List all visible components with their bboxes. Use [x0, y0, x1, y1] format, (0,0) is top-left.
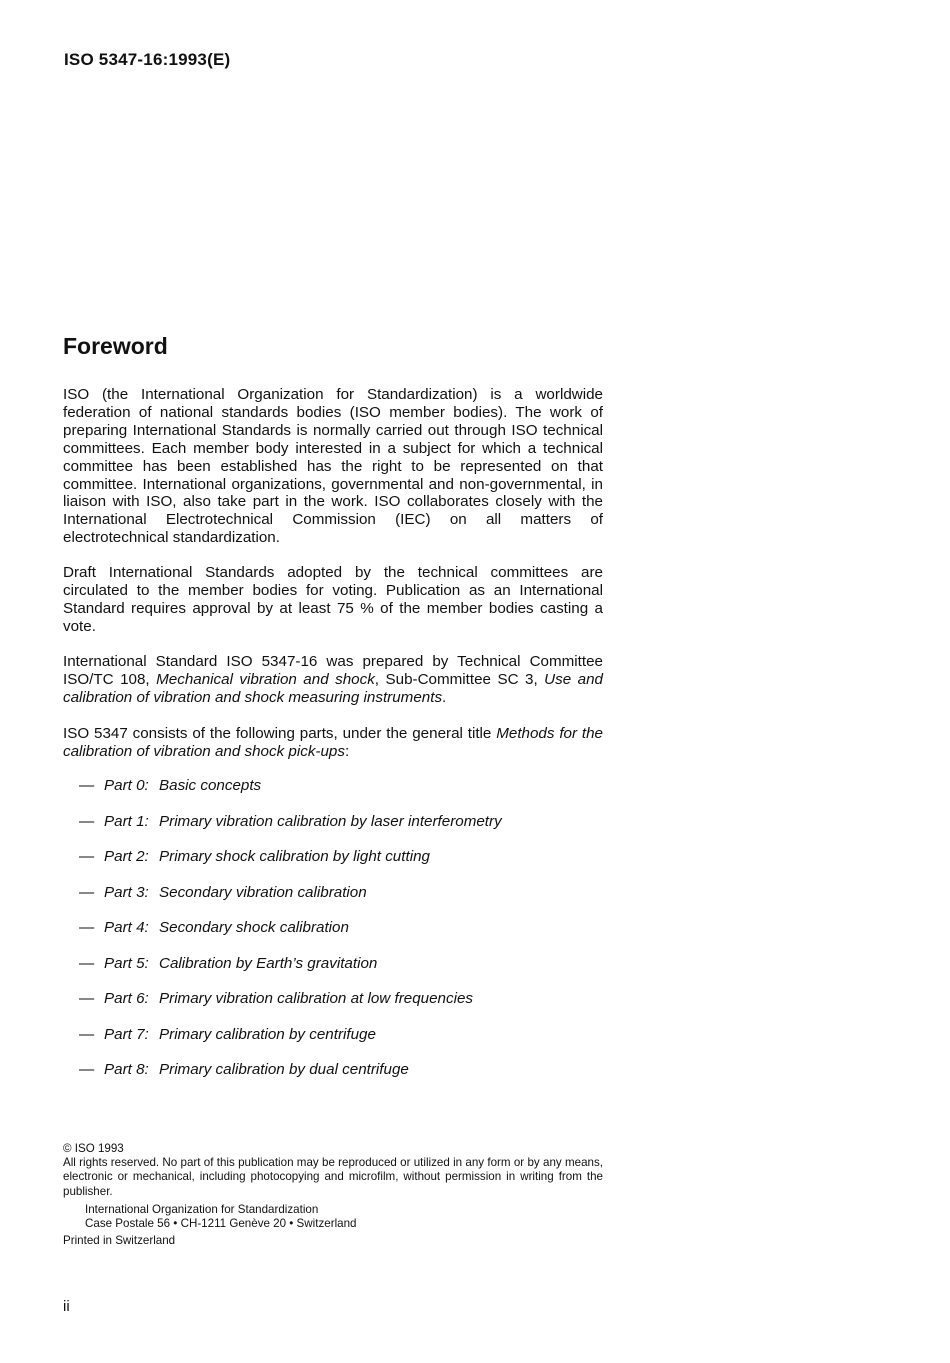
subcommittee-title: Use and calibration of vibration and shock measuring instruments	[63, 670, 603, 706]
list-item	[79, 848, 502, 884]
part-title: Primary calibration by centrifuge	[159, 1025, 376, 1043]
list-item	[79, 813, 502, 849]
list-item	[79, 1026, 502, 1062]
list-dash: —	[79, 919, 95, 936]
part-number: Part 6:	[104, 990, 149, 1007]
part-title: Calibration by Earth’s gravitation	[159, 954, 378, 972]
part-number: Part 5:	[104, 954, 149, 972]
part-title: Basic concepts	[159, 777, 262, 794]
list-item	[79, 777, 502, 813]
list-dash: —	[79, 848, 95, 865]
foreword-paragraph-1: ISO (the International Organization for Standardization) is a worldwide federation of national standards bodies (ISO member bodies). The work of preparing International Standards is normally carried out through ISO technical committees. Each member body interested in a subject for which a technical committee has been established has the right to be represented on that committee. International organizations, governmental and non-governmental, in liaison with ISO, also take part in the work. ISO collaborates closely with the International Electrotechnical Commission (IEC) on all matters of electrotechnical standardization.	[63, 386, 603, 547]
list-dash: —	[79, 883, 95, 901]
document-code: ISO 5347-16:1993(E)	[64, 50, 231, 69]
paragraph-3-text: International Standard ISO 5347-16 was prepared by Technical Committee ISO/TC 108,	[63, 653, 603, 688]
part-number: Part 3:	[104, 883, 149, 901]
list-item	[79, 990, 502, 1026]
list-dash: —	[79, 812, 95, 830]
rights-statement: All rights reserved. No part of this publication may be reproduced or utilized in any form or by any means, electronic or mechanical, including photocopying and microfilm, without permission in writing from the publisher.	[63, 1156, 603, 1198]
part-title: Primary shock calibration by light cutting	[159, 848, 430, 865]
part-title: Secondary vibration calibration	[159, 883, 367, 901]
printed-in: Printed in Switzerland	[63, 1234, 176, 1248]
section-heading-foreword: Foreword	[63, 333, 168, 359]
foreword-paragraph-2: Draft International Standards adopted by the technical committees are circulated to the member bodies for voting. Publication as an International Standard requires approval by at least 75 % of the member bodies casting a vote.	[63, 564, 603, 635]
list-item	[79, 884, 502, 920]
list-dash: —	[79, 990, 95, 1007]
part-number: Part 8:	[104, 1061, 149, 1078]
paragraph-3-text: , Sub-Committee SC 3,	[374, 670, 545, 688]
foreword-paragraph-3	[63, 653, 603, 707]
part-title: Primary calibration by dual centrifuge	[159, 1061, 409, 1078]
list-item	[79, 919, 502, 955]
part-number: Part 1:	[104, 812, 149, 830]
list-item	[79, 1061, 502, 1097]
general-title: Methods for the calibration of vibration and shock pick-ups	[63, 725, 603, 760]
page-number: ii	[63, 1298, 70, 1315]
publisher-org: International Organization for Standardization	[85, 1202, 319, 1216]
list-item	[79, 955, 502, 991]
foreword-paragraph-4	[63, 725, 603, 761]
parts-list	[79, 777, 502, 1097]
copyright-block	[63, 1142, 603, 1248]
part-number: Part 7:	[104, 1025, 149, 1043]
publisher-address: Case Postale 56 • CH-1211 Genève 20 • Switzerland	[85, 1217, 357, 1231]
list-dash: —	[79, 954, 95, 972]
committee-title: Mechanical vibration and shock	[156, 670, 375, 688]
list-dash: —	[79, 777, 95, 794]
part-title: Primary vibration calibration by laser interferometry	[159, 812, 502, 830]
part-number: Part 2:	[104, 848, 149, 865]
paragraph-4-text: :	[344, 742, 350, 760]
part-title: Primary vibration calibration at low frequencies	[159, 990, 474, 1007]
part-number: Part 0:	[104, 777, 149, 794]
paragraph-4-text: ISO 5347 consists of the following parts, under the general title	[63, 725, 497, 742]
list-dash: —	[79, 1025, 95, 1043]
part-title: Secondary shock calibration	[159, 919, 349, 936]
part-number: Part 4:	[104, 919, 149, 936]
copyright-line: © ISO 1993	[63, 1142, 124, 1155]
list-dash: —	[79, 1061, 95, 1078]
paragraph-3-text: .	[442, 688, 447, 706]
